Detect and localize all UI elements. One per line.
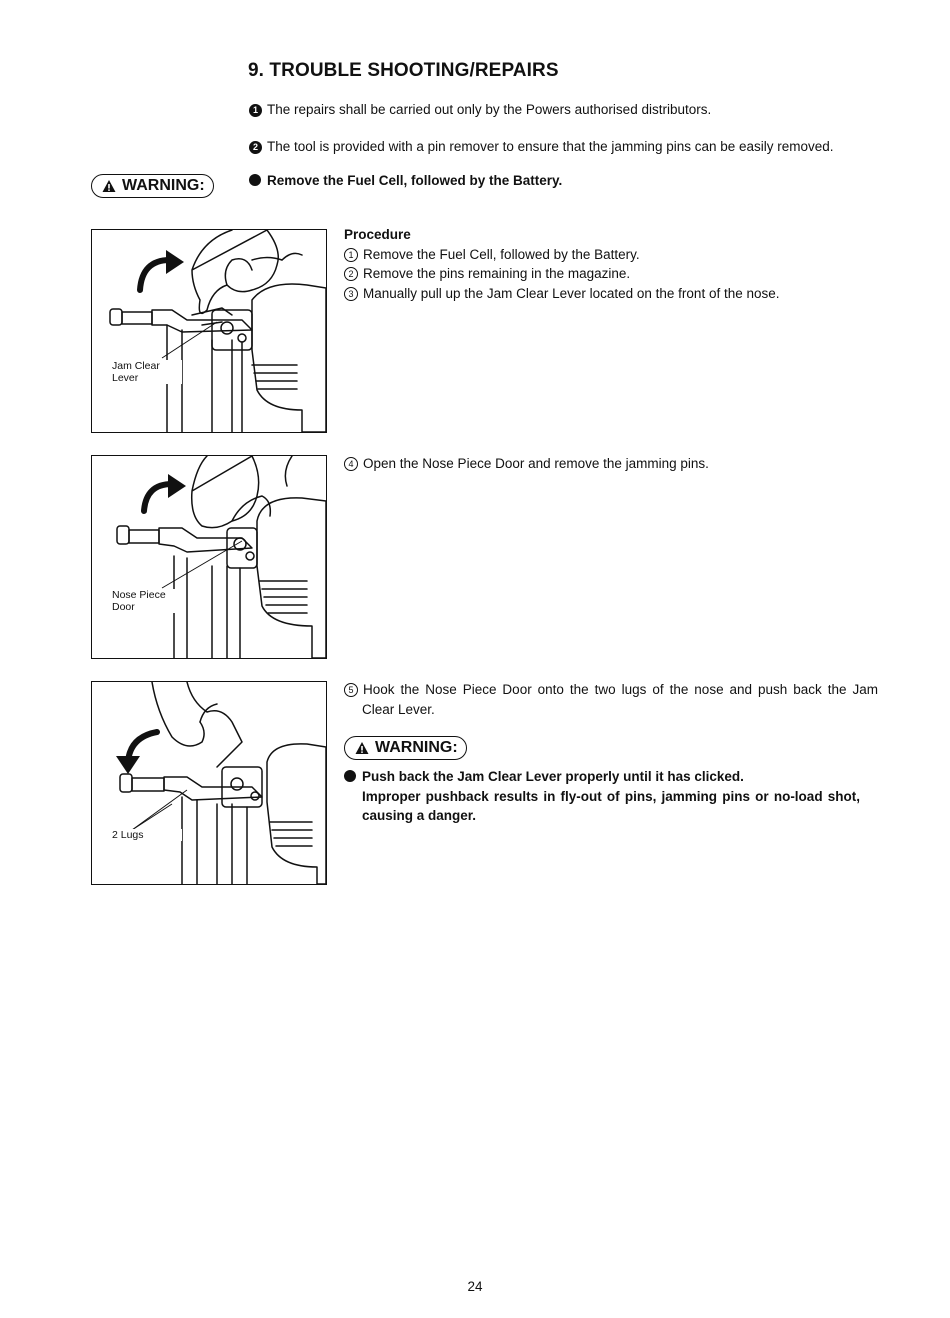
warning-text-row — [249, 172, 889, 190]
procedure-step-2 — [344, 264, 864, 284]
step-marker: 4 — [344, 457, 358, 471]
step-text: Remove the Fuel Cell, followed by the Battery. — [363, 246, 640, 262]
warning-badge-2 — [344, 736, 467, 760]
section-title: 9. TROUBLE SHOOTING/REPAIRS — [248, 60, 559, 81]
step-text: Hook the Nose Piece Door onto the two lugs of the nose and push back the Jam Clear Lever. — [362, 682, 878, 717]
warning-text: Remove the Fuel Cell, followed by the Battery. — [267, 173, 563, 188]
procedure-step-4 — [344, 454, 864, 474]
page-number: 24 — [467, 1279, 483, 1294]
warning-label: WARNING: — [375, 739, 458, 756]
procedure-heading: Procedure — [344, 227, 411, 242]
note-marker: 2 — [249, 141, 262, 154]
warning2-line-1: Push back the Jam Clear Lever properly until it has clicked. — [362, 769, 744, 784]
note-2 — [249, 138, 889, 156]
note-marker: 1 — [249, 104, 262, 117]
warning-triangle-icon — [355, 741, 369, 755]
step-marker: 3 — [344, 287, 358, 301]
procedure-step-3 — [344, 284, 864, 304]
note-text: The tool is provided with a pin remover to ensure that the jamming pins can be easily removed. — [267, 139, 834, 154]
nailer-illustration-3 — [92, 682, 326, 884]
bullet-icon — [249, 174, 261, 186]
figure-2 — [91, 455, 327, 659]
step-marker: 5 — [344, 683, 358, 697]
figure-label: Nose Piece Door — [112, 589, 182, 613]
warning2-line-2: Improper pushback results in fly-out of pins, jamming pins or no-load shot, causing a danger. — [362, 788, 860, 823]
step-text: Remove the pins remaining in the magazine. — [363, 266, 631, 281]
step-text: Open the Nose Piece Door and remove the jamming pins. — [363, 456, 709, 471]
warning-label: WARNING: — [122, 177, 205, 194]
nailer-illustration-1 — [92, 230, 326, 432]
procedure-step-5 — [344, 680, 878, 719]
note-1 — [249, 101, 889, 119]
figure-label: 2 Lugs — [112, 829, 182, 841]
figure-1 — [91, 229, 327, 433]
procedure-step-1 — [344, 245, 864, 265]
warning-triangle-icon — [102, 179, 116, 193]
procedure-block — [344, 225, 864, 303]
nailer-illustration-2 — [92, 456, 326, 658]
figure-label: Jam Clear Lever — [112, 360, 182, 384]
bullet-icon — [344, 770, 356, 782]
figure-3 — [91, 681, 327, 885]
step-marker: 2 — [344, 267, 358, 281]
note-text: The repairs shall be carried out only by the Powers authorised distributors. — [267, 102, 712, 117]
warning2-text — [344, 767, 860, 826]
step-text: Manually pull up the Jam Clear Lever located on the front of the nose. — [363, 285, 780, 301]
step-marker: 1 — [344, 248, 358, 262]
warning-badge — [91, 174, 214, 198]
